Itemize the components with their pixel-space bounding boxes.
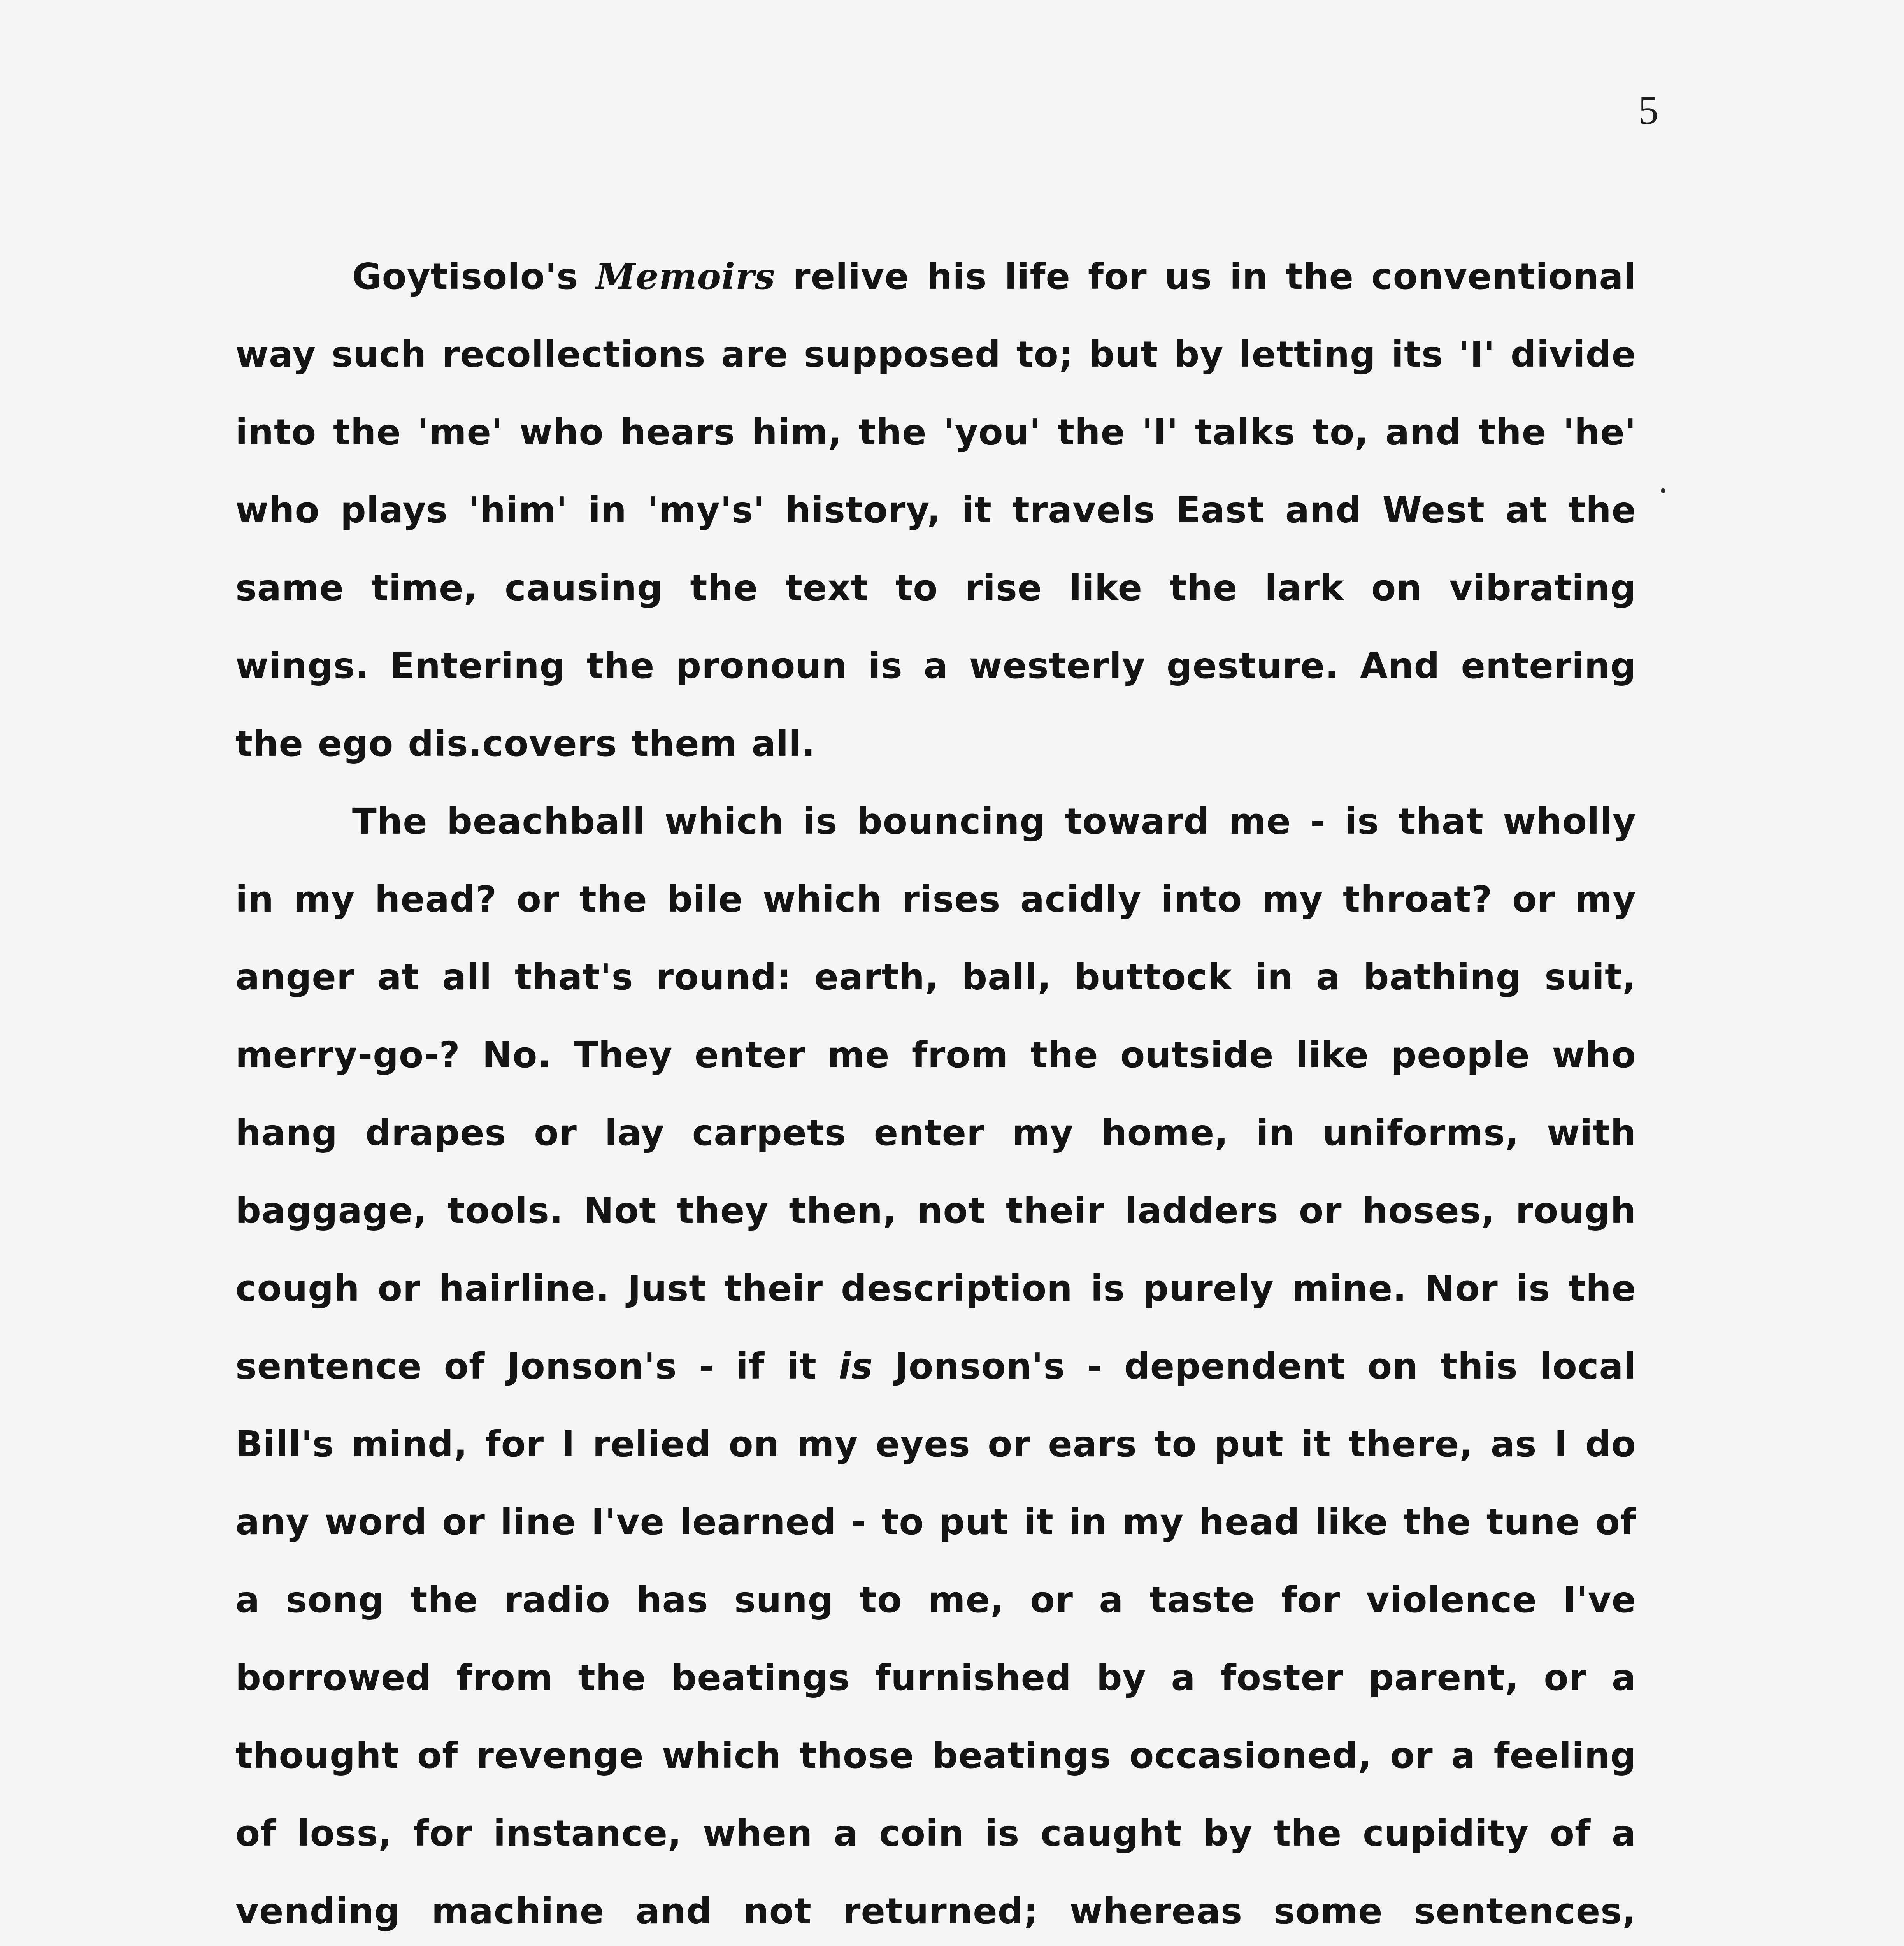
paragraph-1-rest: relive his life for us in the conventional way such recollections are supposed to; but by letting its 'I' divide into the 'me' who hears him, the 'you' the 'I' talks to, and the 'he' who plays 'him' in 'my's' history, it travels East and West at the same time, causing the text to rise like the lark on vibrating wings. Entering the pronoun is a westerly gesture. And entering the ego dis.covers them all. (235, 256, 1636, 764)
paragraph-1-lead: Goytisolo's (352, 256, 596, 297)
paragraph-2-part2: Jonson's - dependent on this local Bill's mind, for I relied on my eyes or ears to put it there, as I do any word or line I've learned - to put it in my head like the tune of a song the radio has sung to me, or a taste for violence I've borrowed from the beatings furnished by a foster parent, or a thought of revenge which those beatings occasioned, or a feeling of loss, for instance, when a coin is caught by the cupidity of a vending machine and not returned; whereas some sentences, (235, 1345, 1636, 1932)
page-number: 5 (1638, 88, 1658, 133)
body-text (235, 237, 1636, 1946)
paragraph-2 (235, 783, 1636, 1946)
paragraph-2-part1: The beachball which is bouncing toward me - is that wholly in my head? or the bile which rises acidly into my throat? or my anger at all that's round: earth, ball, buttock in a bathing suit, merry-go-? No. They enter me from the outside like people who hang drapes or lay carpets enter my home, in uniforms, with baggage, tools. Not they then, not their ladders or hoses, rough cough or hairline. Just their description is purely mine. Nor is the sentence of Jonson's - if it (235, 801, 1636, 1387)
scan-speck (1661, 488, 1665, 493)
book-title-memoirs: Memoirs (595, 255, 776, 297)
paragraph-1 (235, 237, 1636, 783)
emphasized-word-is: is (839, 1345, 873, 1387)
